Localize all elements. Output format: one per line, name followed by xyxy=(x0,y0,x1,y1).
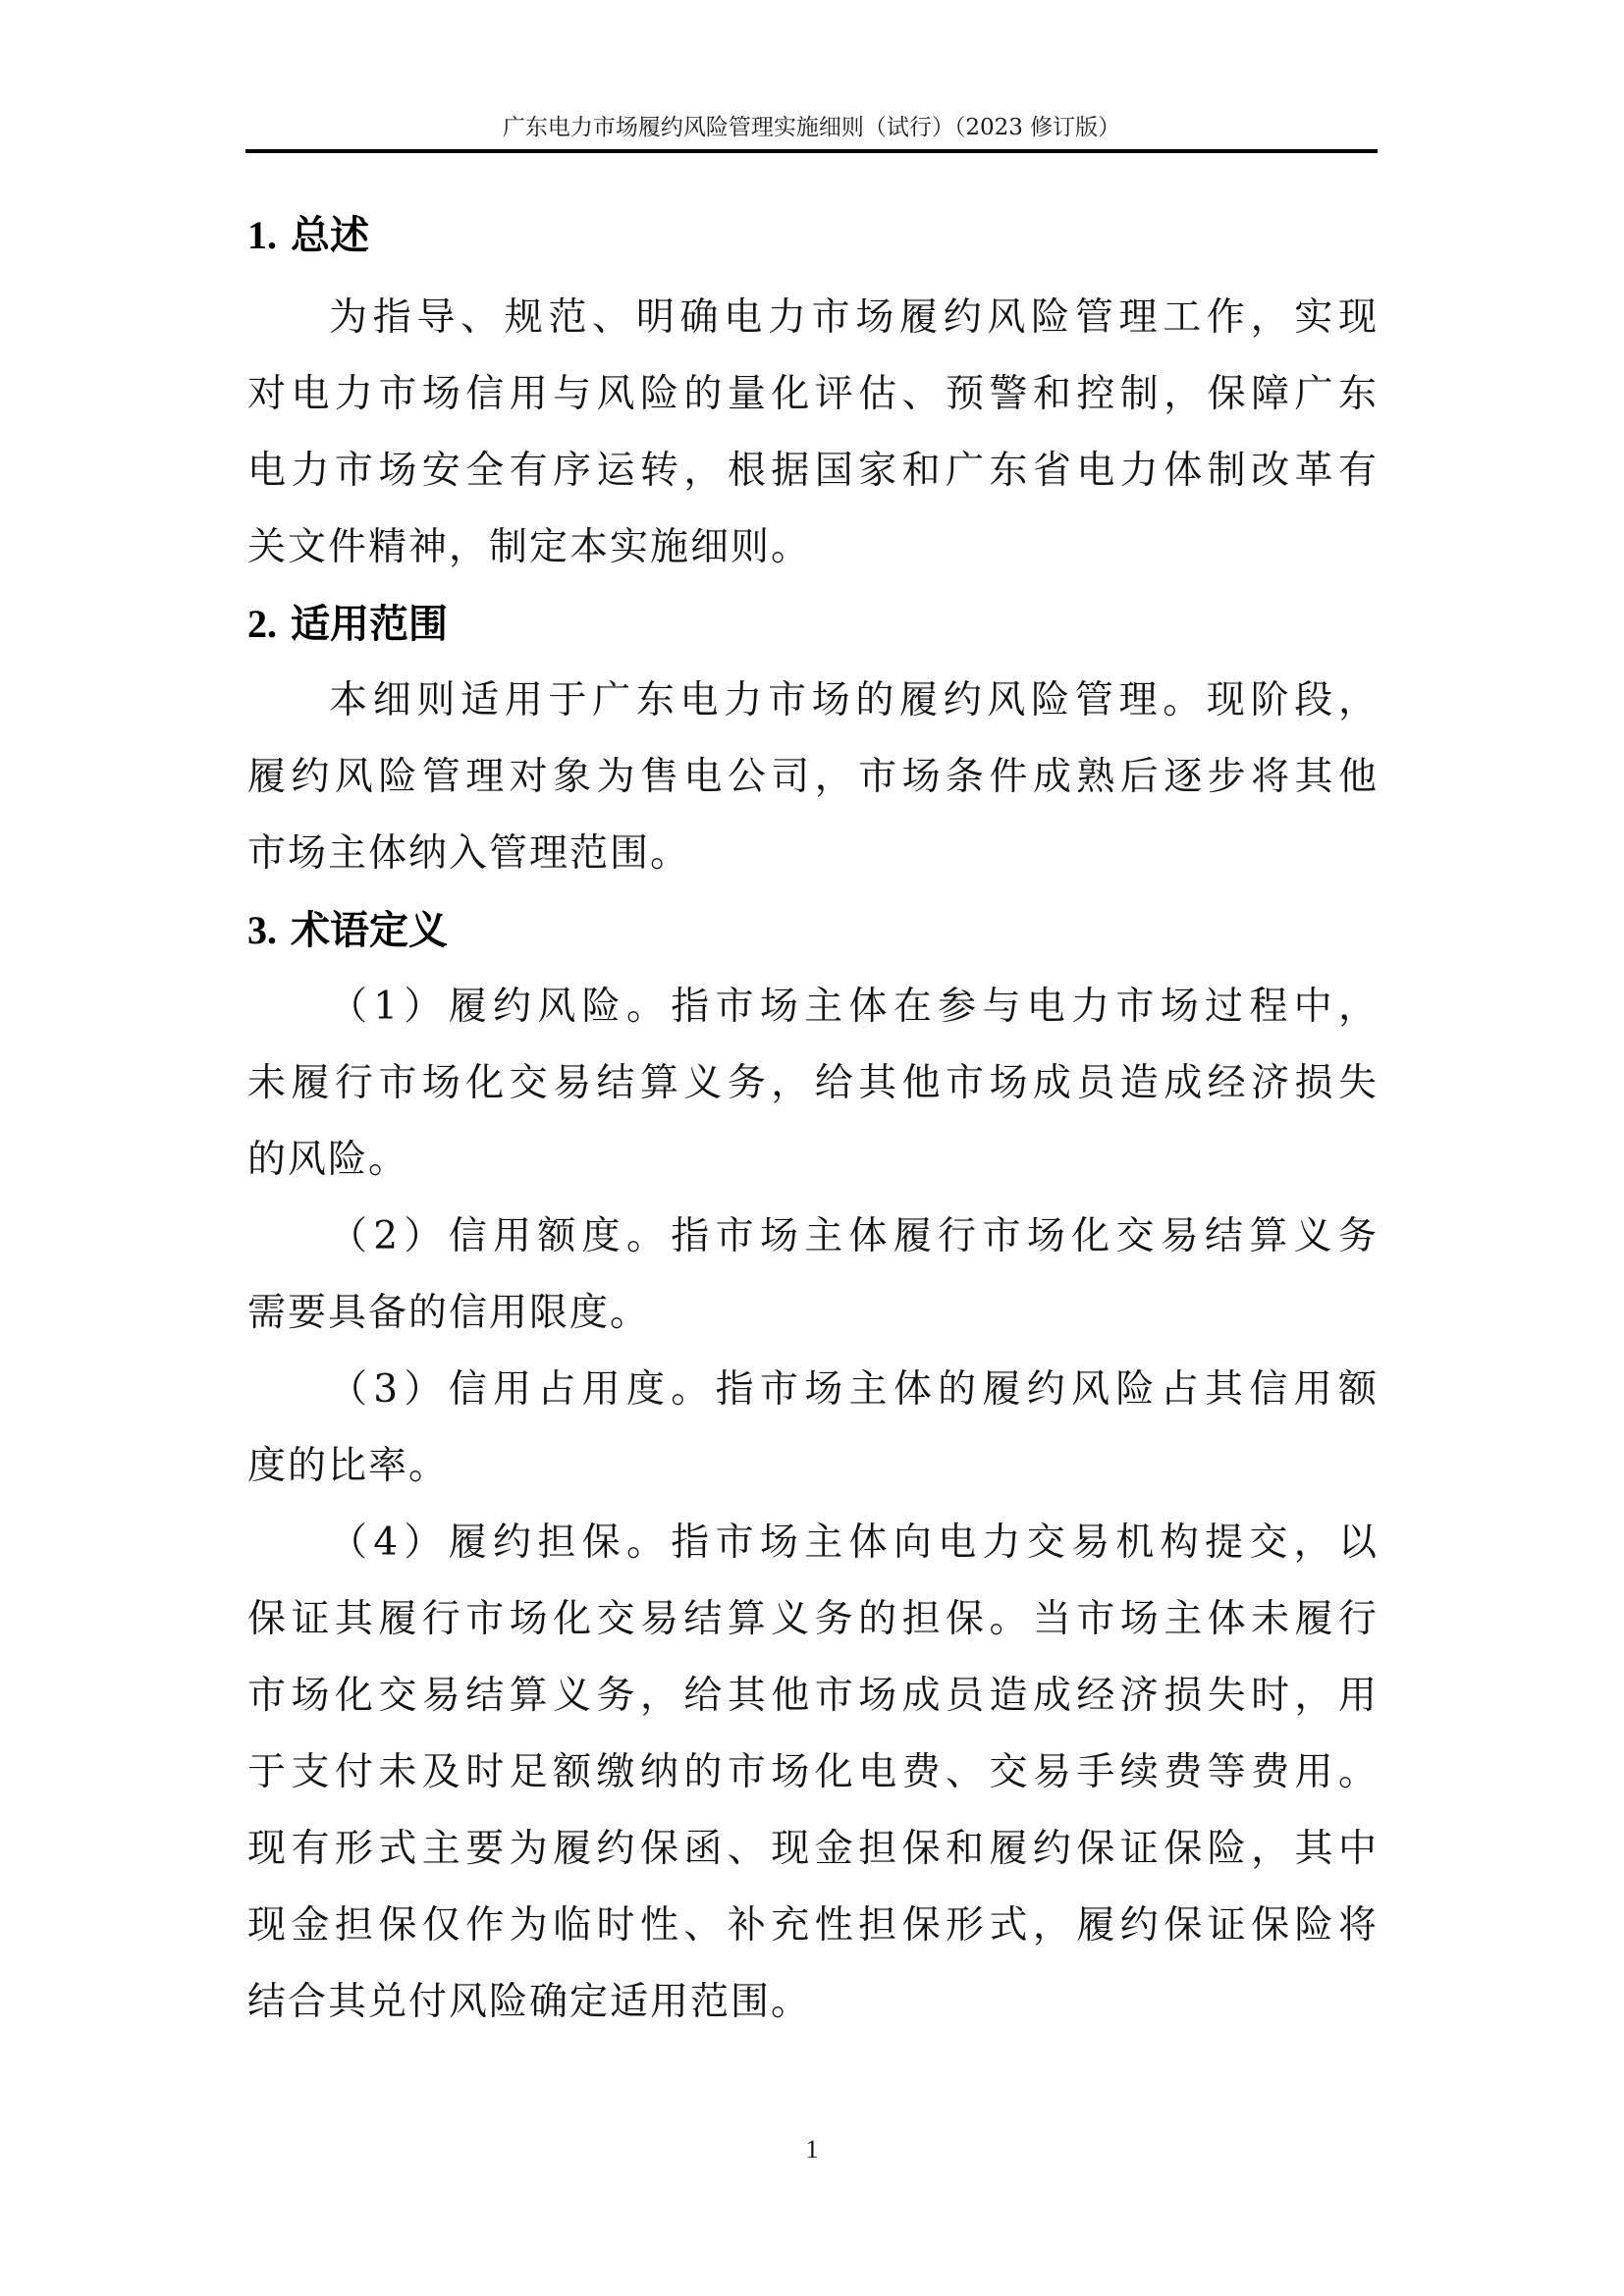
definition-line: 需要具备的信用限度。 xyxy=(247,1291,651,1335)
section-heading-3 xyxy=(247,901,448,960)
definition-line: 市场化交易结算义务，给其他市场成员造成经济损失时，用 xyxy=(247,1674,1379,1718)
paragraph-line: 市场主体纳入管理范围。 xyxy=(247,831,691,876)
section-title: 适用范围 xyxy=(291,601,448,647)
definition-line: 现有形式主要为履约保函、现金担保和履约保证保险，其中 xyxy=(247,1827,1379,1871)
section-number: 1. xyxy=(247,213,277,257)
definition-line: （2）信用额度。指市场主体履行市场化交易结算义务 xyxy=(329,1214,1379,1258)
paragraph-line: 为指导、规范、明确电力市场履约风险管理工作，实现 xyxy=(329,295,1379,340)
definition-line: （4）履约担保。指市场主体向电力交易机构提交，以 xyxy=(329,1521,1379,1565)
section-number: 3. xyxy=(247,908,277,952)
paragraph-line: 对电力市场信用与风险的量化评估、预警和控制，保障广东 xyxy=(247,372,1379,416)
definition-line: 保证其履行市场化交易结算义务的担保。当市场主体未履行 xyxy=(247,1597,1379,1641)
definition-line: 于支付未及时足额缴纳的市场化电费、交易手续费等费用。 xyxy=(247,1750,1379,1794)
definition-line: 度的比率。 xyxy=(247,1444,450,1488)
running-header: 广东电力市场履约风险管理实施细则（试行）（2023 修订版） xyxy=(502,115,1121,140)
section-heading-2 xyxy=(247,595,448,654)
definition-line: （1）履约风险。指市场主体在参与电力市场过程中， xyxy=(329,985,1379,1029)
definition-line: 结合其兑付风险确定适用范围。 xyxy=(247,1980,812,2024)
section-title: 术语定义 xyxy=(291,907,448,953)
paragraph-line: 履约风险管理对象为售电公司，市场条件成熟后逐步将其他 xyxy=(247,755,1379,799)
section-number: 2. xyxy=(247,602,277,646)
section-title: 总述 xyxy=(291,212,369,258)
definition-line: 现金担保仅作为临时性、补充性担保形式，履约保证保险将 xyxy=(247,1903,1379,1948)
definition-line: 的风险。 xyxy=(247,1138,409,1182)
page-number: 1 xyxy=(805,2135,819,2163)
definition-line: 未履行市场化交易结算义务，给其他市场成员造成经济损失 xyxy=(247,1061,1379,1105)
definition-line: （3）信用占用度。指市场主体的履约风险占其信用额 xyxy=(329,1367,1379,1412)
section-heading-1 xyxy=(247,206,369,265)
paragraph-line: 关文件精神，制定本实施细则。 xyxy=(247,525,812,569)
paragraph-line: 电力市场安全有序运转，根据国家和广东省电力体制改革有 xyxy=(247,449,1379,493)
paragraph-line: 本细则适用于广东电力市场的履约风险管理。现阶段， xyxy=(329,678,1379,722)
header-rule xyxy=(245,149,1378,153)
